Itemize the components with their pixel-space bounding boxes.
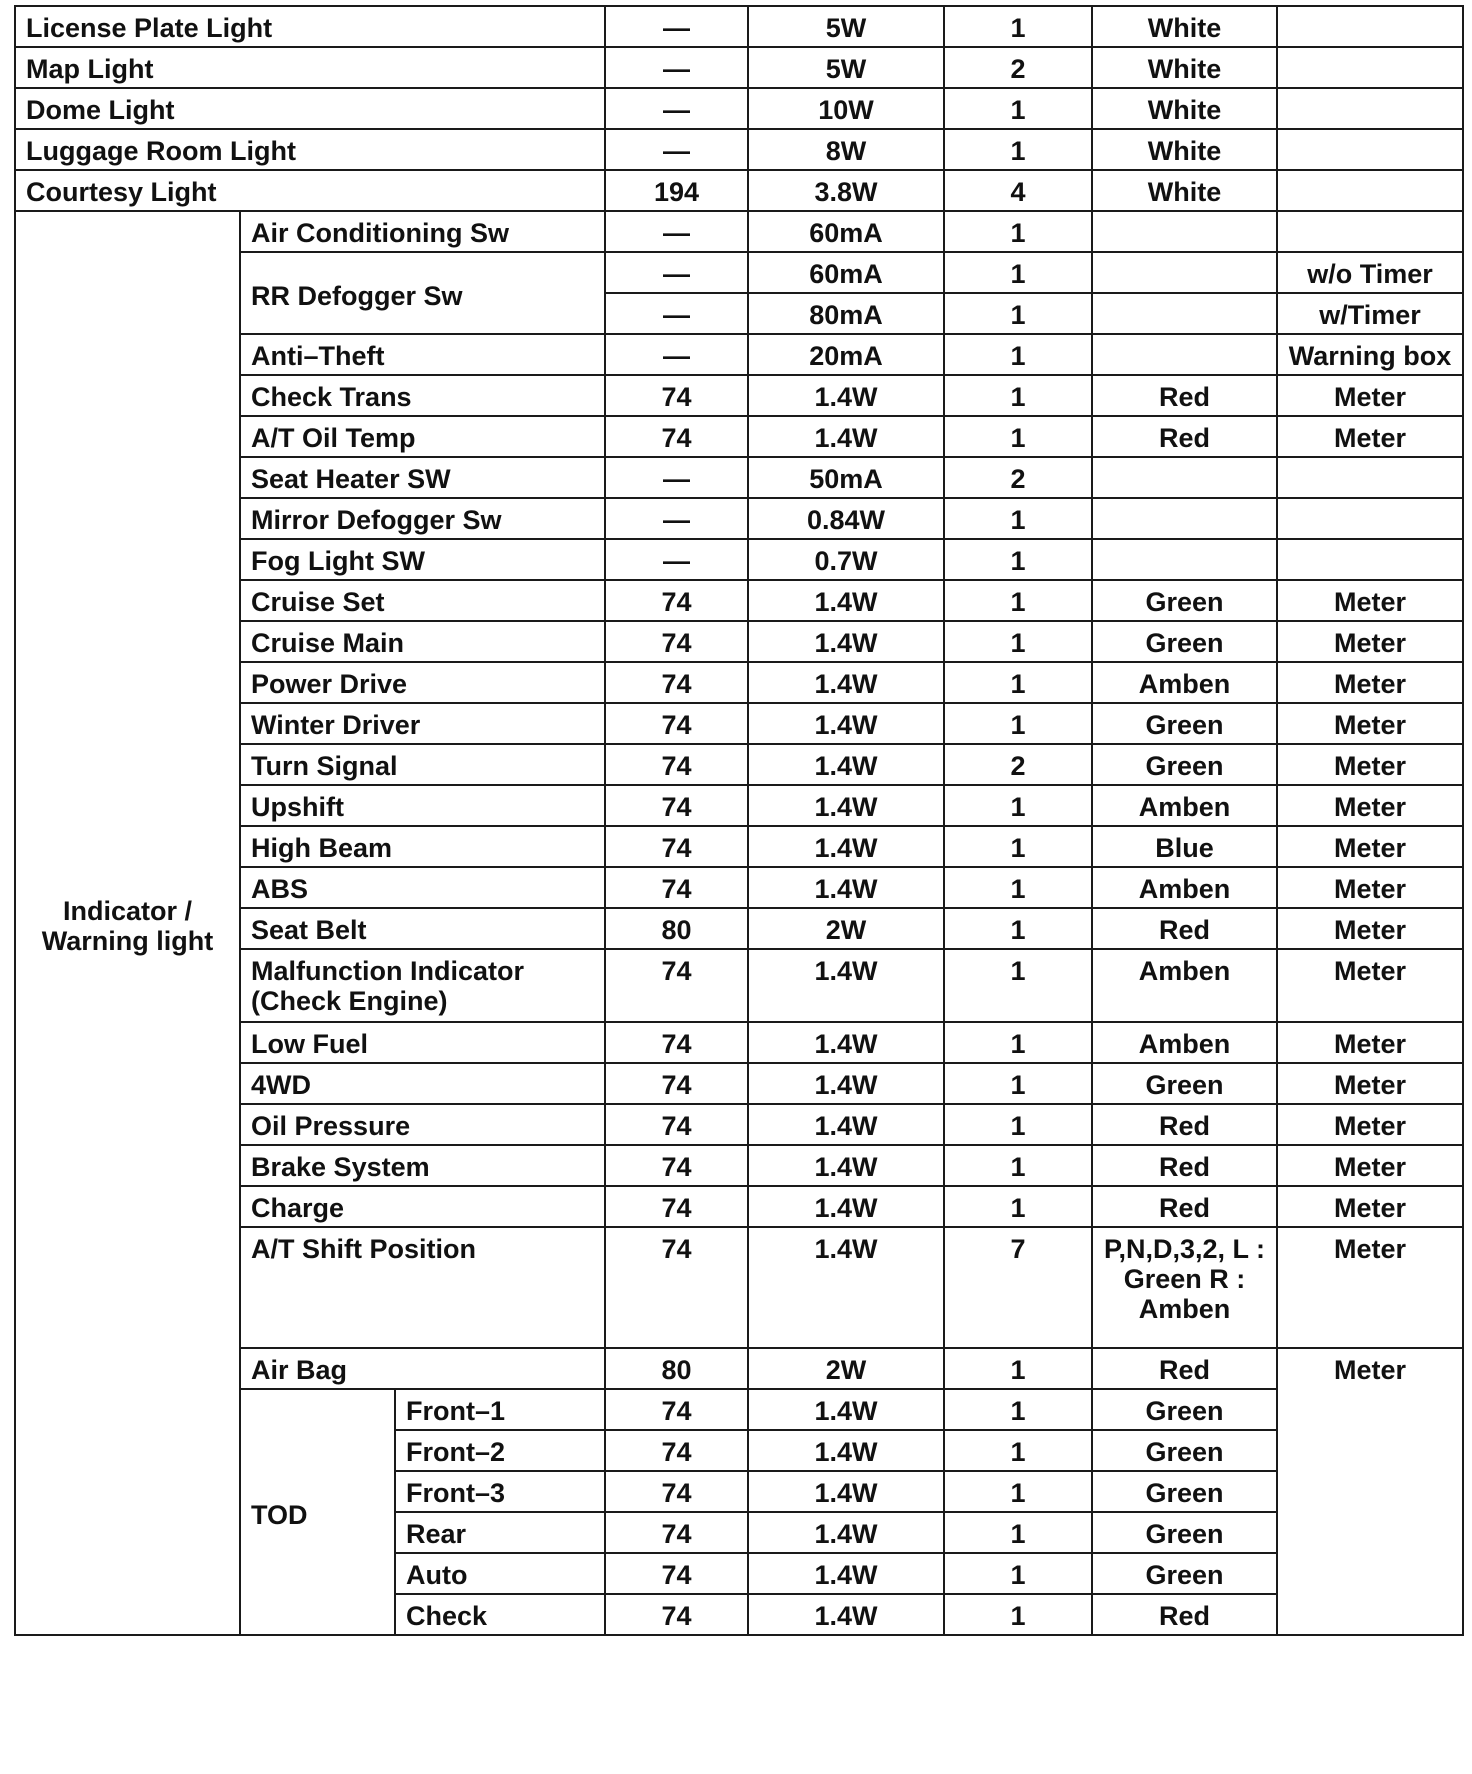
remarks-cell: Meter <box>1277 1186 1463 1227</box>
quantity-cell: 1 <box>944 1348 1092 1389</box>
quantity-cell: 1 <box>944 580 1092 621</box>
tod-item-name-cell: Front–3 <box>395 1471 605 1512</box>
color-cell: Red <box>1092 1104 1277 1145</box>
item-name-cell: Upshift <box>240 785 605 826</box>
wattage-cell: 1.4W <box>748 580 944 621</box>
wattage-cell: 5W <box>748 6 944 47</box>
item-name-cell: Luggage Room Light <box>15 129 605 170</box>
color-cell: Amben <box>1092 1022 1277 1063</box>
remarks-cell: Meter <box>1277 580 1463 621</box>
wattage-cell: 1.4W <box>748 1430 944 1471</box>
remarks-cell: w/Timer <box>1277 293 1463 334</box>
remarks-cell <box>1277 47 1463 88</box>
color-cell <box>1092 334 1277 375</box>
color-cell: Green <box>1092 621 1277 662</box>
remarks-cell: Meter <box>1277 1145 1463 1186</box>
wattage-cell: 50mA <box>748 457 944 498</box>
color-cell: Green <box>1092 1512 1277 1553</box>
bulb-number-cell: — <box>605 129 748 170</box>
bulb-number-cell: 74 <box>605 744 748 785</box>
wattage-cell: 1.4W <box>748 949 944 1022</box>
tod-item-name-cell: Check <box>395 1594 605 1635</box>
wattage-cell: 1.4W <box>748 621 944 662</box>
quantity-cell: 1 <box>944 1063 1092 1104</box>
wattage-cell: 1.4W <box>748 375 944 416</box>
quantity-cell: 1 <box>944 6 1092 47</box>
color-cell: Green <box>1092 744 1277 785</box>
item-name-cell: A/T Oil Temp <box>240 416 605 457</box>
item-name-cell: Check Trans <box>240 375 605 416</box>
wattage-cell: 3.8W <box>748 170 944 211</box>
color-cell: Red <box>1092 1594 1277 1635</box>
item-name-cell: Charge <box>240 1186 605 1227</box>
color-cell: Amben <box>1092 662 1277 703</box>
bulb-number-cell: 80 <box>605 1348 748 1389</box>
quantity-cell: 1 <box>944 211 1092 252</box>
color-cell: Red <box>1092 375 1277 416</box>
remarks-cell: w/o Timer <box>1277 252 1463 293</box>
remarks-cell <box>1277 88 1463 129</box>
quantity-cell: 1 <box>944 1186 1092 1227</box>
bulb-number-cell: 74 <box>605 1186 748 1227</box>
remarks-cell: Meter <box>1277 908 1463 949</box>
quantity-cell: 1 <box>944 293 1092 334</box>
table-row <box>15 170 1463 211</box>
color-cell: Green <box>1092 703 1277 744</box>
item-name-cell: Dome Light <box>15 88 605 129</box>
remarks-cell: Meter <box>1277 867 1463 908</box>
quantity-cell: 1 <box>944 826 1092 867</box>
wattage-cell: 1.4W <box>748 1594 944 1635</box>
quantity-cell: 1 <box>944 1512 1092 1553</box>
remarks-cell: Meter <box>1277 1104 1463 1145</box>
wattage-cell: 1.4W <box>748 1186 944 1227</box>
quantity-cell: 2 <box>944 744 1092 785</box>
wattage-cell: 10W <box>748 88 944 129</box>
quantity-cell: 1 <box>944 375 1092 416</box>
wattage-cell: 80mA <box>748 293 944 334</box>
remarks-cell: Meter <box>1277 703 1463 744</box>
table-row <box>15 129 1463 170</box>
bulb-number-cell: — <box>605 334 748 375</box>
item-name-cell: Cruise Set <box>240 580 605 621</box>
item-name-cell: 4WD <box>240 1063 605 1104</box>
quantity-cell: 1 <box>944 1430 1092 1471</box>
bulb-number-cell: 74 <box>605 1227 748 1348</box>
table-row <box>15 88 1463 129</box>
remarks-cell: Meter <box>1277 1348 1463 1635</box>
quantity-cell: 7 <box>944 1227 1092 1348</box>
remarks-cell <box>1277 170 1463 211</box>
bulb-number-cell: 74 <box>605 1022 748 1063</box>
quantity-cell: 1 <box>944 703 1092 744</box>
bulb-specification-table <box>14 5 1464 1636</box>
item-name-cell: Anti–Theft <box>240 334 605 375</box>
color-cell: Green <box>1092 1389 1277 1430</box>
quantity-cell: 1 <box>944 908 1092 949</box>
remarks-cell <box>1277 211 1463 252</box>
item-name-cell: A/T Shift Position <box>240 1227 605 1348</box>
wattage-cell: 1.4W <box>748 826 944 867</box>
item-name-cell: Oil Pressure <box>240 1104 605 1145</box>
remarks-cell: Meter <box>1277 1063 1463 1104</box>
bulb-number-cell: 74 <box>605 580 748 621</box>
bulb-number-cell: 74 <box>605 1063 748 1104</box>
color-cell: Red <box>1092 416 1277 457</box>
remarks-cell: Meter <box>1277 375 1463 416</box>
bulb-number-cell: 74 <box>605 867 748 908</box>
item-name-cell: High Beam <box>240 826 605 867</box>
item-name-cell: Fog Light SW <box>240 539 605 580</box>
color-cell: Amben <box>1092 867 1277 908</box>
remarks-cell: Warning box <box>1277 334 1463 375</box>
item-name-cell: Malfunction Indicator (Check Engine) <box>240 949 605 1022</box>
bulb-number-cell: 74 <box>605 662 748 703</box>
color-cell: Red <box>1092 908 1277 949</box>
wattage-cell: 2W <box>748 908 944 949</box>
bulb-number-cell: 74 <box>605 1389 748 1430</box>
bulb-number-cell: 74 <box>605 621 748 662</box>
bulb-number-cell: 74 <box>605 1553 748 1594</box>
wattage-cell: 1.4W <box>748 1063 944 1104</box>
wattage-cell: 1.4W <box>748 1227 944 1348</box>
quantity-cell: 1 <box>944 662 1092 703</box>
quantity-cell: 1 <box>944 252 1092 293</box>
wattage-cell: 1.4W <box>748 1553 944 1594</box>
wattage-cell: 1.4W <box>748 416 944 457</box>
wattage-cell: 60mA <box>748 252 944 293</box>
color-cell: Green <box>1092 1430 1277 1471</box>
quantity-cell: 1 <box>944 1471 1092 1512</box>
quantity-cell: 1 <box>944 1594 1092 1635</box>
bulb-number-cell: 74 <box>605 1471 748 1512</box>
remarks-cell: Meter <box>1277 1227 1463 1348</box>
item-name-cell: License Plate Light <box>15 6 605 47</box>
quantity-cell: 1 <box>944 416 1092 457</box>
color-cell <box>1092 252 1277 293</box>
quantity-cell: 1 <box>944 949 1092 1022</box>
wattage-cell: 8W <box>748 129 944 170</box>
item-name-cell: Winter Driver <box>240 703 605 744</box>
wattage-cell: 1.4W <box>748 744 944 785</box>
remarks-cell: Meter <box>1277 621 1463 662</box>
bulb-number-cell: 74 <box>605 1430 748 1471</box>
wattage-cell: 0.84W <box>748 498 944 539</box>
remarks-cell <box>1277 539 1463 580</box>
item-name-cell: Power Drive <box>240 662 605 703</box>
bulb-number-cell: 74 <box>605 949 748 1022</box>
remarks-cell: Meter <box>1277 826 1463 867</box>
bulb-number-cell: — <box>605 211 748 252</box>
color-cell: White <box>1092 88 1277 129</box>
indicator-group-label: Indicator / Warning light <box>15 211 240 1635</box>
quantity-cell: 1 <box>944 785 1092 826</box>
wattage-cell: 1.4W <box>748 1471 944 1512</box>
color-cell <box>1092 457 1277 498</box>
tod-item-name-cell: Rear <box>395 1512 605 1553</box>
color-cell: White <box>1092 129 1277 170</box>
bulb-number-cell: — <box>605 6 748 47</box>
table-row <box>15 47 1463 88</box>
remarks-cell: Meter <box>1277 744 1463 785</box>
bulb-number-cell: — <box>605 498 748 539</box>
color-cell <box>1092 498 1277 539</box>
item-name-cell: Air Bag <box>240 1348 605 1389</box>
wattage-cell: 5W <box>748 47 944 88</box>
remarks-cell: Meter <box>1277 1022 1463 1063</box>
item-name-cell: Seat Heater SW <box>240 457 605 498</box>
item-name-cell: Map Light <box>15 47 605 88</box>
color-cell: Red <box>1092 1348 1277 1389</box>
remarks-cell: Meter <box>1277 785 1463 826</box>
bulb-number-cell: 74 <box>605 1512 748 1553</box>
tod-item-name-cell: Auto <box>395 1553 605 1594</box>
quantity-cell: 1 <box>944 539 1092 580</box>
item-name-cell: RR Defogger Sw <box>240 252 605 334</box>
item-name-cell: Turn Signal <box>240 744 605 785</box>
bulb-number-cell: — <box>605 252 748 293</box>
item-name-cell: Cruise Main <box>240 621 605 662</box>
item-name-cell: Low Fuel <box>240 1022 605 1063</box>
bulb-number-cell: 194 <box>605 170 748 211</box>
bulb-number-cell: 74 <box>605 785 748 826</box>
color-cell: Green <box>1092 1063 1277 1104</box>
color-cell <box>1092 293 1277 334</box>
quantity-cell: 2 <box>944 457 1092 498</box>
remarks-cell <box>1277 129 1463 170</box>
table-row <box>15 211 1463 252</box>
remarks-cell: Meter <box>1277 662 1463 703</box>
color-cell: Green <box>1092 1553 1277 1594</box>
wattage-cell: 1.4W <box>748 867 944 908</box>
bulb-number-cell: 74 <box>605 416 748 457</box>
color-cell: P,N,D,3,2, L : Green R : Amben <box>1092 1227 1277 1348</box>
wattage-cell: 1.4W <box>748 703 944 744</box>
quantity-cell: 1 <box>944 88 1092 129</box>
remarks-cell <box>1277 498 1463 539</box>
quantity-cell: 1 <box>944 1104 1092 1145</box>
color-cell: Amben <box>1092 949 1277 1022</box>
quantity-cell: 1 <box>944 334 1092 375</box>
bulb-number-cell: 74 <box>605 375 748 416</box>
remarks-cell: Meter <box>1277 416 1463 457</box>
color-cell: Red <box>1092 1145 1277 1186</box>
bulb-number-cell: 74 <box>605 1104 748 1145</box>
quantity-cell: 1 <box>944 1553 1092 1594</box>
bulb-number-cell: — <box>605 457 748 498</box>
quantity-cell: 1 <box>944 1022 1092 1063</box>
quantity-cell: 1 <box>944 498 1092 539</box>
bulb-number-cell: — <box>605 88 748 129</box>
item-name-cell: Courtesy Light <box>15 170 605 211</box>
bulb-number-cell: 74 <box>605 1594 748 1635</box>
quantity-cell: 1 <box>944 129 1092 170</box>
color-cell: Red <box>1092 1186 1277 1227</box>
wattage-cell: 1.4W <box>748 1022 944 1063</box>
quantity-cell: 1 <box>944 1145 1092 1186</box>
item-name-cell: Mirror Defogger Sw <box>240 498 605 539</box>
quantity-cell: 1 <box>944 1389 1092 1430</box>
wattage-cell: 1.4W <box>748 1104 944 1145</box>
wattage-cell: 20mA <box>748 334 944 375</box>
remarks-cell <box>1277 6 1463 47</box>
wattage-cell: 1.4W <box>748 1512 944 1553</box>
wattage-cell: 2W <box>748 1348 944 1389</box>
tod-item-name-cell: Front–1 <box>395 1389 605 1430</box>
table-body <box>15 6 1463 1635</box>
table-row <box>15 6 1463 47</box>
tod-group-label: TOD <box>240 1389 395 1635</box>
color-cell: White <box>1092 47 1277 88</box>
bulb-number-cell: 80 <box>605 908 748 949</box>
remarks-cell <box>1277 457 1463 498</box>
color-cell: Green <box>1092 580 1277 621</box>
wattage-cell: 1.4W <box>748 785 944 826</box>
bulb-number-cell: — <box>605 47 748 88</box>
wattage-cell: 60mA <box>748 211 944 252</box>
quantity-cell: 1 <box>944 621 1092 662</box>
bulb-number-cell: — <box>605 293 748 334</box>
bulb-number-cell: 74 <box>605 1145 748 1186</box>
color-cell: Amben <box>1092 785 1277 826</box>
wattage-cell: 1.4W <box>748 1145 944 1186</box>
wattage-cell: 1.4W <box>748 662 944 703</box>
color-cell <box>1092 211 1277 252</box>
color-cell: White <box>1092 170 1277 211</box>
quantity-cell: 1 <box>944 867 1092 908</box>
bulb-number-cell: 74 <box>605 703 748 744</box>
color-cell: Blue <box>1092 826 1277 867</box>
quantity-cell: 4 <box>944 170 1092 211</box>
quantity-cell: 2 <box>944 47 1092 88</box>
item-name-cell: Seat Belt <box>240 908 605 949</box>
wattage-cell: 1.4W <box>748 1389 944 1430</box>
bulb-number-cell: — <box>605 539 748 580</box>
item-name-cell: ABS <box>240 867 605 908</box>
item-name-cell: Brake System <box>240 1145 605 1186</box>
color-cell: Green <box>1092 1471 1277 1512</box>
remarks-cell: Meter <box>1277 949 1463 1022</box>
color-cell: White <box>1092 6 1277 47</box>
bulb-number-cell: 74 <box>605 826 748 867</box>
tod-item-name-cell: Front–2 <box>395 1430 605 1471</box>
color-cell <box>1092 539 1277 580</box>
item-name-cell: Air Conditioning Sw <box>240 211 605 252</box>
wattage-cell: 0.7W <box>748 539 944 580</box>
